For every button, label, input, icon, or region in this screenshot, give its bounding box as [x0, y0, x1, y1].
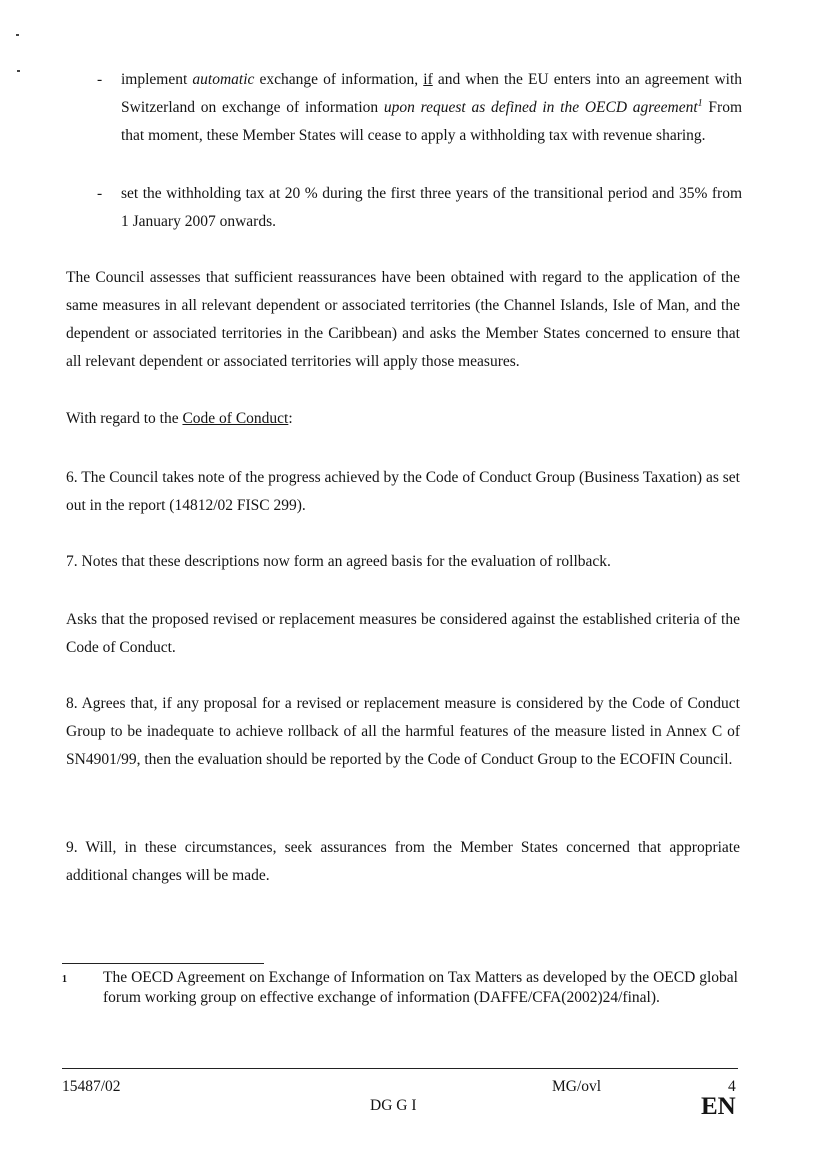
bullet-item-withholding-rate	[97, 180, 742, 236]
bullet-text: implement automatic exchange of information, if and when the EU enters into an agreement with Switzerland on exchange of information upon request as defined in the OECD agreement$^1$ From that moment, these Member States will cease to apply a withholding tax with revenue sharing.	[121, 71, 742, 144]
footnote-text: The OECD Agreement on Exchange of Information on Tax Matters as developed by the OECD global forum working group on effective exchange of information (DAFFE/CFA(2002)24/final).	[103, 969, 738, 1006]
bullet-item-automatic-exchange	[97, 66, 742, 178]
code-of-conduct-heading: Code of Conduct	[182, 410, 289, 427]
paragraph-7: 7. Notes that these descriptions now form an agreed basis for the evaluation of rollback.	[66, 553, 611, 570]
footnote-number: 1	[62, 974, 67, 985]
scan-speck	[16, 34, 19, 36]
footer-language-code: EN	[701, 1093, 736, 1120]
paragraph-code-of-conduct-intro: With regard to the Code of Conduct:	[66, 410, 293, 427]
bullet-dash: -	[97, 185, 103, 202]
scan-speck	[17, 70, 20, 72]
paragraph-6: 6. The Council takes note of the progress achieved by the Code of Conduct Group (Business Taxation) as set out in the report (14812/02 FISC 299).	[66, 469, 740, 514]
bullet-dash: -	[97, 71, 103, 88]
underline-if: if	[423, 71, 433, 88]
bullet-text: set the withholding tax at 20 % during the first three years of the transitional period and 35% from 1 January 2007 onwards.	[121, 185, 742, 230]
footer-rule	[62, 1068, 738, 1069]
paragraph-8: 8. Agrees that, if any proposal for a revised or replacement measure is considered by the Code of Conduct Group to be inadequate to achieve rollback of all the harmful features of the measure listed in Annex C of SN4901/99, then the evaluation should be reported by the Code of Conduct Group to the ECOFIN Council.	[66, 695, 740, 768]
emphasis-automatic: automatic	[192, 71, 255, 88]
footer-directorate: DG G I	[370, 1097, 417, 1114]
paragraph-asks: Asks that the proposed revised or replacement measures be considered against the established criteria of the Code of Conduct.	[66, 611, 740, 656]
emphasis-oecd-agreement: upon request as defined in the OECD agreement	[383, 99, 698, 116]
footer-initials: MG/ovl	[552, 1078, 602, 1095]
footer-page-number: 4	[728, 1078, 736, 1095]
paragraph-9: 9. Will, in these circumstances, seek assurances from the Member States concerned that appropriate additional changes will be made.	[66, 839, 740, 884]
paragraph-council-reassurance: The Council assesses that sufficient reassurances have been obtained with regard to the application of the same measures in all relevant dependent or associated territories (the Channel Islands, Isle of Man, and the dependent or associated territories in the Caribbean) and asks the Member States concerned to ensure that all relevant dependent or associated territories will apply those measures.	[66, 269, 740, 370]
footnote-separator	[62, 963, 264, 964]
footer-doc-number: 15487/02	[62, 1078, 121, 1095]
footnote-reference[interactable]: 1	[697, 97, 703, 109]
